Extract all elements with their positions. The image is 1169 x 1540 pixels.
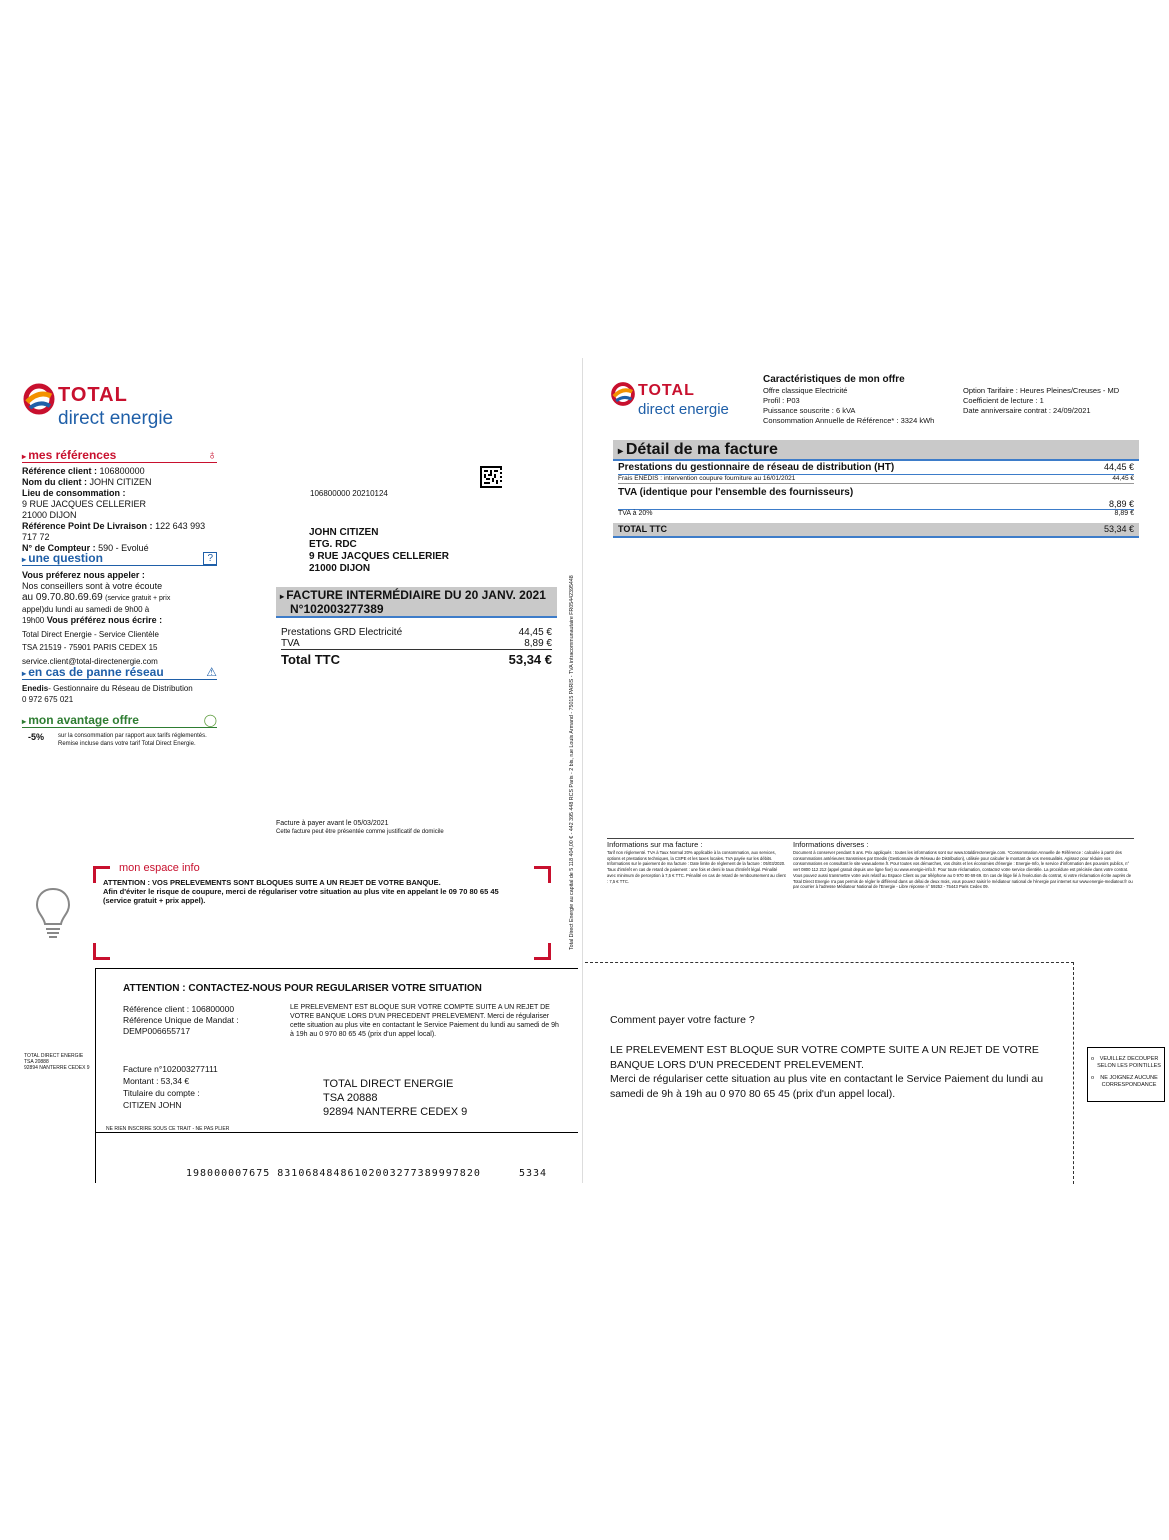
invoice-summary: ▸ FACTURE INTERMÉDIAIRE DU 20 JANV. 2021 N°102003277389 Prestations GRD Electricité 44,45 € TVA 8,89 € Total TTC 53,34 €: [276, 587, 557, 667]
espace-info: mon espace info ATTENTION : VOS PRELEVEMENTS SONT BLOQUES SUITE A UN REJET DE VOTRE BANQUE. Afin d'éviter le risque de coupure, merci de régulariser votre situation au plus vite en appelant le 09 70 80 65 45 (service gratuit + prix appel).: [93, 866, 551, 960]
detail-subrow: TVA à 20% 8,89 €: [618, 510, 1134, 517]
invoice-title: FACTURE INTERMÉDIAIRE DU 20 JANV. 2021: [286, 588, 546, 602]
bullet-icon: o: [1091, 1056, 1095, 1062]
payment-para1: LE PRELEVEMENT EST BLOQUE SUR VOTRE COMPTE SUITE A UN REJET DE VOTRE BANQUE LORS D'UN PRECEDENT PRELEVEMENT.: [610, 1044, 1039, 1071]
references-section: ▸ mes références ♁ Référence client : 106800000 Nom du client : JOHN CITIZEN Lieu de consommation : 9 RUE JACQUES CELLERIER 21000 DIJON Référence Point De Livraison : 122 643 993 717 72 N° de Compteur : 590 - Evolué: [22, 447, 217, 553]
total-logo-icon: [610, 381, 636, 407]
reference-code: 106800000 20210124: [310, 489, 388, 498]
references-title: ▸ mes références: [22, 448, 117, 462]
invoice-row: Prestations GRD Electricité 44,45 €: [281, 627, 552, 638]
sender-address: TOTAL DIRECT ENERGIE TSA 20888 92894 NANTERRE CEDEX 9: [24, 1053, 90, 1071]
payment-instructions: [585, 962, 1074, 1184]
pay-before: Facture à payer avant le 05/03/2021: [276, 820, 389, 827]
no-write-label: NE RIEN INSCRIRE SOUS CE TRAIT - NE PAS PLIER: [106, 1126, 230, 1132]
page-divider: [582, 358, 583, 1183]
offer-characteristics: Caractéristiques de mon offre Offre classique Electricité Profil : P03 Puissance souscrite : 6 kVA Consommation Annuelle de Référence* : 3324 kWh: [763, 374, 935, 425]
legal-vertical-text: Total Direct Energie au capital de 5 118 404,00 € - 442 395 448 RCS Paris - 2 bis, rue Louis Armand - 75015 PARIS - TVA intracommunautaire FR05442395448: [569, 575, 575, 950]
advantage-title: ▸ mon avantage offre: [22, 713, 139, 727]
payment-code-end: 5334: [519, 1168, 548, 1179]
cut-notice: o VEUILLEZ DECOUPER SELON LES POINTILLES o NE JOIGNEZ AUCUNE CORRESPONDANCE: [1087, 1047, 1165, 1102]
coupon-recipient: TOTAL DIRECT ENERGIE TSA 20888 92894 NANTERRE CEDEX 9: [323, 1078, 468, 1118]
payment-coupon: ATTENTION : CONTACTEZ-NOUS POUR REGULARISER VOTRE SITUATION Référence client : 106800000 Référence Unique de Mandat : DEMP006655717 LE PRELEVEMENT EST BLOQUE SUR VOTRE COMPTE SUITE A UN REJET DE VOTRE BANQUE LORS D'UN PRECEDENT PRELEVEMENT. Merci de régulariser cette situation au plus vite en contactant le Service Paiement du lundi au samedi de 9h à 19h au 0 970 80 65 45 (prix d'un appel local). Facture n°102003277111 Montant : 53,34 € Titulaire du compte : CITIZEN JOHN TOTAL DIRECT ENERGIE TSA 20888 92894 NANTERRE CEDEX 9 NE RIEN INSCRIRE SOUS CE TRAIT - NE PAS PLIER 198000007675 831068484861020032773899978​20 5334: [95, 968, 578, 1183]
invoice-detail: ▸ Détail de ma facture Prestations du gestionnaire de réseau de distribution (HT) 44,45 € Frais ENEDIS : intervention coupure fourniture au 16/01/2021 44,45 € TVA (identique pour l'ensemble des fournisseurs) 8,89 € TVA à 20% 8,89 € TOTAL TTC 53,34 €: [613, 440, 1139, 538]
question-section: ▸ une question ? Vous préferez nous appeler : Nos conseillers sont à votre écoute au 09.70.80.69.69 (service gratuit + prix appel)du lundi au samedi de 9h00 à 19h00 Vous préférez nous écrire : Total Direct Energie - Service Clientèle TSA 21519 - 75901 PARIS CEDEX 15 service.client@total-directenergie.com: [22, 551, 217, 667]
recipient-address: JOHN CITIZEN ETG. RDC 9 RUE JACQUES CELLERIER 21000 DIJON: [309, 527, 450, 574]
detail-total: TOTAL TTC 53,34 €: [613, 523, 1139, 536]
person-icon: ♁: [207, 447, 217, 462]
leaf-icon: ◯: [203, 713, 217, 727]
payment-question: Comment payer votre facture ?: [610, 1014, 755, 1026]
total-logo-icon: [22, 382, 56, 416]
outage-title: ▸ en cas de panne réseau: [22, 665, 164, 679]
invoice-total: Total TTC 53,34 €: [281, 652, 552, 667]
brand-logo: [22, 380, 222, 436]
detail-row: 8,89 €: [1108, 499, 1134, 509]
detail-row-label: TVA (identique pour l'ensemble des fournisseurs): [618, 487, 854, 498]
invoice-row: TVA 8,89 €: [281, 638, 552, 649]
question-icon: ?: [203, 552, 217, 565]
question-title: ▸ une question: [22, 551, 103, 565]
various-info: Informations diverses : Document à conserver pendant 5 ans. Prix appliqués : toutes les informations sont sur www.totaldirectenergie.com. *Consommation Annuelle de Référence : calculée à partir des consommations antérieures transmises par Enedis (Gestionnaire de Réseau de Distribution), utilisée pour calculer le montant de vos mensualités. Agissez pour réduire vos consommations en consultant le site www.ademe.fr. Pour toutes vos démarches, vos droits et les économies d'énergie : Energie-Info, le service d'information des pouvoirs publics, n° vert 0800 112 212 (appel gratuit depuis une ligne fixe) ou www.energie-info.fr. Pour toute réclamation, contactez votre service clientèle. La procédure est précisée dans votre contrat. Vous pouvez aussi transmettre votre avis relatif au Espace Client ou par téléphone au 0 970 80 69 69. En cas de litige lié à l'exécution du contrat, si votre réclamation écrite auprès de Total Direct Energie n'a pas permis de régler le différend dans un délai de deux mois, vous pouvez saisir le médiateur national de l'énergie par internet sur www.energie-mediateur.fr ou par courrier à l'adresse Médiateur National de l'Energie - Libre réponse n° 59252 - 75443 Paris Cedex 09.: [793, 840, 1133, 890]
invoice-info: Informations sur ma facture : Tarif non réglementé. TVA à Taux Normal 20% applicable à la consommation, aux services, options et prestations techniques, la CSPE et les taxes locales. TVA payée sur les débits. Informations sur le paiement de ma facture : Date limite de règlement de la facture : 05/03/2020. Taux d'intérêt en cas de retard de paiement : une fois et demi le taux d'intérêt légal. Pénalité avec minimum de perception à 7,5 € TTC. Pénalité en cas de retard de remboursement au client : 7,5 € TTC.: [607, 840, 786, 884]
payment-para2: Merci de régulariser cette situation au plus vite en contactant le Service Paiement du lundi au samedi de 9h à 19h au 0 970 80 65 45 (prix d'un appel local).: [610, 1073, 1044, 1100]
brand-name-top: TOTAL: [58, 384, 128, 406]
lightbulb-icon: [34, 886, 72, 942]
detail-subrow: Frais ENEDIS : intervention coupure fourniture au 16/01/2021 44,45 €: [618, 475, 1134, 482]
payment-code-line: 198000007675 831068484861020032773899978​20: [186, 1168, 481, 1179]
bullet-icon: o: [1091, 1075, 1095, 1081]
brand-name-bottom: direct energie: [58, 408, 174, 429]
advantage-section: ▸ mon avantage offre ◯ -5% sur la consommation par rapport aux tarifs réglementés. Remise incluse dans votre tarif Total Direct Energie.: [22, 713, 217, 747]
offer-options: Option Tarifaire : Heures Pleines/Creuses - MD Coefficient de lecture : 1 Date anniversaire contrat : 24/09/2021: [963, 386, 1120, 415]
outage-section: ▸ en cas de panne réseau ⚠ Enedis- Gestionnaire du Réseau de Distribution 0 972 675 021: [22, 665, 217, 704]
detail-title: Détail de ma facture: [625, 441, 778, 458]
coupon-title: ATTENTION : CONTACTEZ-NOUS POUR REGULARISER VOTRE SITUATION: [123, 983, 482, 994]
warning-icon: ⚠: [206, 665, 217, 679]
datamatrix-icon: [480, 466, 502, 488]
brand-logo-small: TOTAL direct energie: [610, 380, 750, 422]
pay-note: Cette facture peut être présentée comme justificatif de domicile: [276, 829, 444, 835]
coupon-blocked-text: LE PRELEVEMENT EST BLOQUE SUR VOTRE COMPTE SUITE A UN REJET DE VOTRE BANQUE LORS D'UN PRECEDENT PRELEVEMENT. Merci de régulariser cette situation au plus vite en contactant le Service Paiement du lundi au samedi de 9h à 19h au 0 970 80 65 45 (prix d'un appel local).: [290, 1004, 559, 1038]
espace-title: mon espace info: [119, 862, 200, 874]
invoice-number: N°102003277389: [290, 602, 384, 616]
detail-row: Prestations du gestionnaire de réseau de distribution (HT) 44,45 €: [618, 462, 1134, 473]
